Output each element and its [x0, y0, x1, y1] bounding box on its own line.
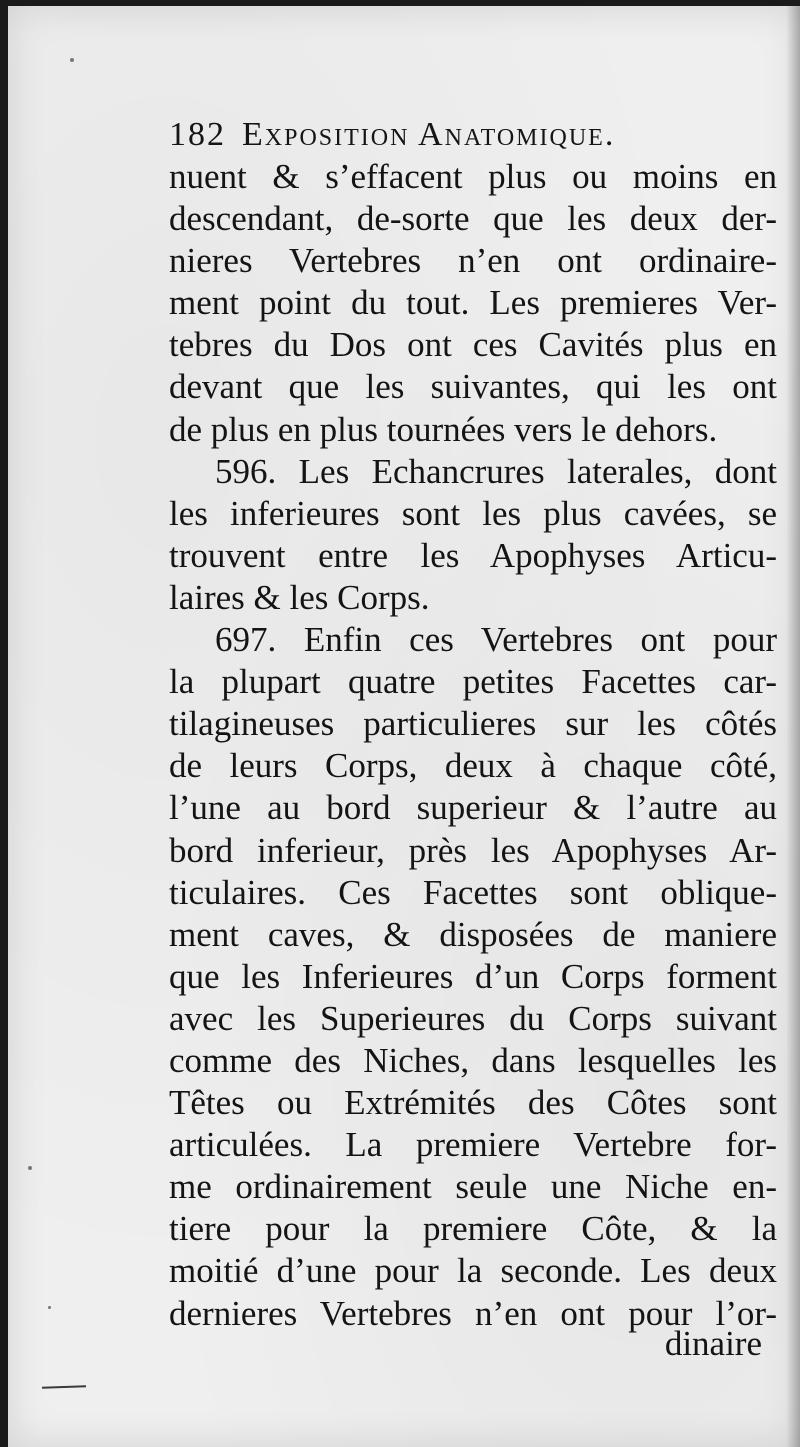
- text-line: avec les Superieures du Corps suivant: [169, 998, 777, 1038]
- text-line: comme des Niches, dans lesquelles les: [169, 1040, 777, 1080]
- book-page: [8, 6, 800, 1447]
- text-line: tilagineuses particulieres sur les côtés: [169, 704, 777, 744]
- text-line: ment point du tout. Les premieres Ver-: [169, 283, 777, 323]
- text-line: descendant, de-sorte que les deux der-: [169, 199, 777, 239]
- text-line: les inferieures sont les plus cavées, se: [169, 493, 777, 533]
- text-line: nuent & s’effacent plus ou moins en: [169, 157, 777, 196]
- text-line: bord inferieur, près les Apophyses Ar-: [169, 830, 777, 870]
- text-line: articulées. La premiere Vertebre for-: [169, 1125, 777, 1165]
- text-line: nieres Vertebres n’en ont ordinaire-: [169, 241, 777, 281]
- running-head: [169, 116, 779, 154]
- running-title: Exposition Anatomique.: [242, 116, 616, 153]
- text-line: ment caves, & disposées de maniere: [169, 914, 777, 954]
- text-line: devant que les suivantes, qui les ont: [169, 367, 777, 407]
- page-edge-shadow: [786, 6, 800, 1447]
- text-line: laires & les Corps.: [169, 577, 430, 617]
- margin-pen-mark: [42, 1385, 86, 1389]
- text-line: que les Inferieures d’un Corps forment: [169, 956, 777, 996]
- text-line: de plus en plus tournées vers le dehors.: [169, 409, 718, 449]
- text-line: moitié d’une pour la seconde. Les deux: [169, 1251, 777, 1291]
- text-line: 596. Les Echancrures laterales, dont: [215, 451, 777, 491]
- text-line: de leurs Corps, deux à chaque côté,: [169, 746, 777, 786]
- paper-speck: [48, 1306, 51, 1309]
- text-line: Têtes ou Extrémités des Côtes sont: [169, 1083, 777, 1123]
- text-line: tiere pour la premiere Côte, & la: [169, 1209, 777, 1249]
- text-line: la plupart quatre petites Facettes car-: [169, 662, 777, 702]
- text-line: trouvent entre les Apophyses Articu-: [169, 535, 777, 575]
- text-line: ticulaires. Ces Facettes sont oblique-: [169, 872, 777, 912]
- text-line: l’une au bord superieur & l’autre au: [169, 788, 777, 828]
- paper-speck: [70, 58, 74, 62]
- catchword: dinaire: [664, 1324, 762, 1363]
- paper-speck: [28, 1166, 32, 1170]
- body-text: [169, 156, 777, 1335]
- text-line: 697. Enfin ces Vertebres ont pour: [215, 620, 777, 660]
- text-line: dernieres Vertebres n’en ont pour l’or-: [169, 1293, 777, 1333]
- page-number: 182: [169, 116, 226, 153]
- text-line: me ordinairement seule une Niche en-: [169, 1167, 777, 1207]
- text-line: tebres du Dos ont ces Cavités plus en: [169, 325, 777, 365]
